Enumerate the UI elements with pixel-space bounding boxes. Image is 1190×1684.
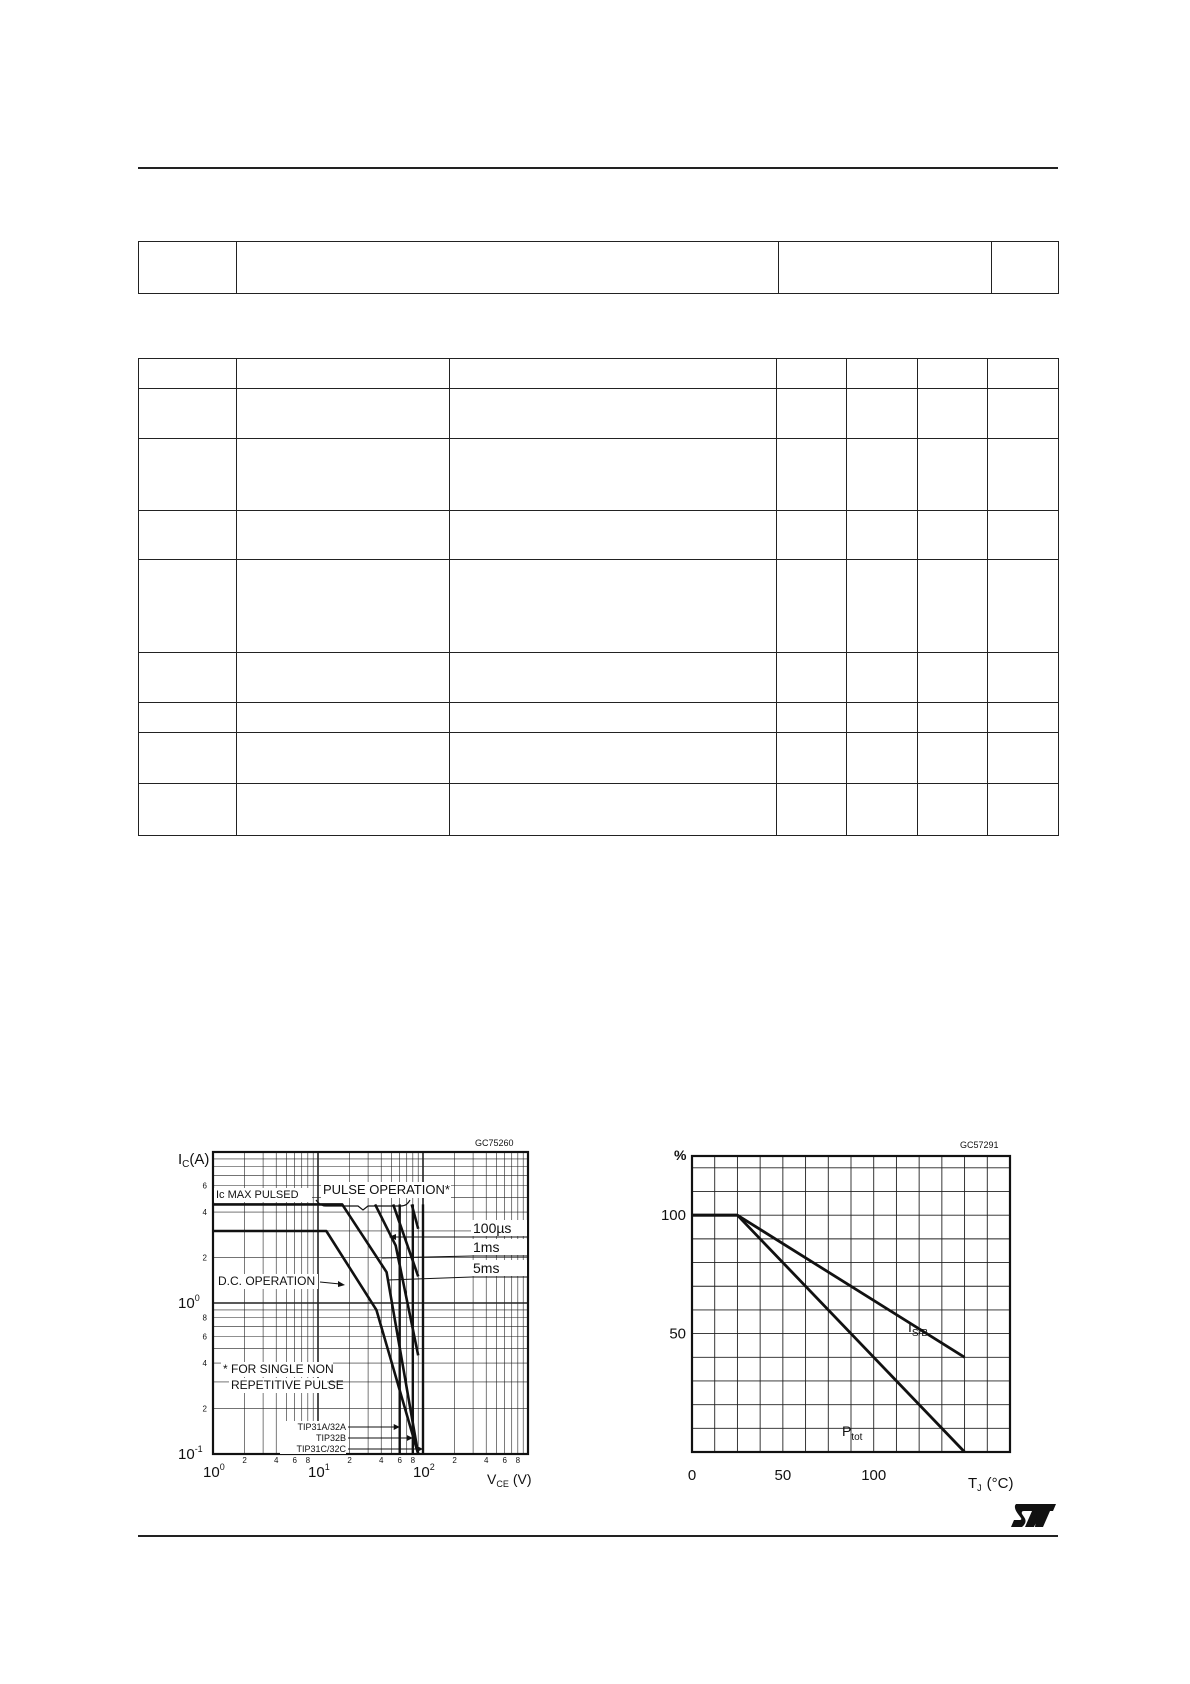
table-cell	[450, 783, 777, 835]
label-5ms: 5ms	[473, 1260, 500, 1276]
table-cell	[918, 439, 988, 511]
series-line-d-c-operation	[213, 1231, 418, 1454]
y-minor-tick-label: 6	[202, 1181, 207, 1191]
table-cell	[450, 732, 777, 783]
label-1ms: 1ms	[473, 1239, 500, 1255]
table-cell	[988, 732, 1059, 783]
table-cell	[918, 653, 988, 703]
table-cell	[847, 559, 918, 652]
x-tick-label: 100	[861, 1467, 887, 1484]
x-minor-tick-label: 4	[273, 1456, 279, 1465]
x-minor-tick-label: 2	[347, 1456, 352, 1465]
table-cell	[918, 359, 988, 389]
table-cell	[777, 511, 847, 560]
x-minor-tick-label: 8	[410, 1456, 416, 1465]
table-cell	[139, 703, 237, 732]
x-minor-tick-label: 4	[483, 1456, 489, 1465]
pulse-operation-label: PULSE OPERATION*	[323, 1182, 450, 1197]
x-minor-tick-label: 6	[292, 1456, 297, 1465]
table-cell	[847, 359, 918, 389]
ic-max-pulsed-label: Ic MAX PULSED	[216, 1189, 299, 1201]
st-logo-icon	[1010, 1500, 1058, 1530]
x-axis-label: $T_J$ (°C)	[968, 1475, 1014, 1493]
table-cell	[450, 511, 777, 560]
x-tick-label: $10^0$	[203, 1462, 225, 1481]
table-cell	[777, 439, 847, 511]
table-cell	[847, 703, 918, 732]
table-cell	[918, 732, 988, 783]
tip31c-32c-label: TIP31C/32C	[296, 1444, 346, 1454]
x-minor-tick-label: 4	[378, 1456, 384, 1465]
table-cell	[847, 511, 918, 560]
table-cell	[237, 703, 450, 732]
table-cell	[237, 389, 450, 439]
table-cell	[777, 359, 847, 389]
table-cell	[992, 242, 1059, 294]
x-tick-label: $10^1$	[308, 1462, 330, 1481]
y-axis-label: $I_C(A)$	[178, 1151, 210, 1170]
table-cell	[450, 439, 777, 511]
table-cell	[139, 511, 237, 560]
series-label-is-b: $I_{S/B}$	[908, 1319, 929, 1339]
table-cell	[777, 653, 847, 703]
table-cell	[918, 783, 988, 835]
x-minor-tick-label: 8	[515, 1456, 521, 1465]
table-cell	[847, 439, 918, 511]
table-cell	[237, 359, 450, 389]
table-cell	[779, 242, 992, 294]
table-cell	[847, 653, 918, 703]
table-cell	[139, 653, 237, 703]
y-tick-label: $10^0$	[178, 1293, 200, 1312]
table-cell	[237, 732, 450, 783]
note-line-1: * FOR SINGLE NON	[223, 1362, 334, 1376]
thermal-data-table	[138, 241, 1059, 294]
dc-leader	[320, 1282, 340, 1284]
table-cell	[237, 439, 450, 511]
table-cell	[777, 389, 847, 439]
y-minor-tick-label: 8	[202, 1313, 207, 1323]
table-cell	[988, 559, 1059, 652]
derating-curves-chart	[650, 1130, 1050, 1505]
table-cell	[139, 389, 237, 439]
table-cell	[139, 783, 237, 835]
table-cell	[988, 359, 1059, 389]
table-cell	[847, 783, 918, 835]
table-cell	[988, 389, 1059, 439]
x-minor-tick-label: 8	[305, 1456, 311, 1465]
table-cell	[988, 783, 1059, 835]
table-cell	[988, 653, 1059, 703]
x-tick-label: $10^2$	[413, 1462, 435, 1481]
chart-code: GC57291	[960, 1140, 999, 1150]
arrow-icon	[338, 1281, 345, 1287]
safe-operating-area-chart	[160, 1130, 560, 1505]
table-cell	[918, 703, 988, 732]
tip32b-label: TIP32B	[315, 1433, 346, 1443]
table-cell	[847, 389, 918, 439]
dc-operation-label: D.C. OPERATION	[218, 1274, 316, 1288]
table-cell	[847, 732, 918, 783]
table-cell	[237, 511, 450, 560]
y-minor-tick-label: 4	[202, 1359, 207, 1369]
y-tick-label: $10^{-1}$	[178, 1444, 203, 1463]
table-cell	[139, 559, 237, 652]
table-cell	[139, 242, 237, 294]
table-cell	[450, 389, 777, 439]
y-tick-label: 50	[669, 1325, 686, 1343]
y-minor-tick-label: 2	[202, 1253, 207, 1263]
y-minor-tick-label: 4	[202, 1208, 207, 1218]
x-minor-tick-label: 6	[502, 1456, 507, 1465]
table-cell	[918, 559, 988, 652]
table-cell	[777, 559, 847, 652]
x-minor-tick-label: 2	[452, 1456, 457, 1465]
note-line-2: REPETITIVE PULSE	[231, 1378, 344, 1392]
table-cell	[918, 511, 988, 560]
chart-code: GC75260	[475, 1138, 514, 1148]
footer-rule	[138, 1535, 1058, 1537]
y-minor-tick-label: 2	[202, 1404, 207, 1414]
table-cell	[237, 242, 779, 294]
x-axis-label: $V_{CE}$ (V)	[487, 1471, 532, 1489]
table-cell	[450, 703, 777, 732]
table-cell	[139, 732, 237, 783]
table-cell	[450, 653, 777, 703]
x-tick-label: 50	[774, 1467, 792, 1484]
y-axis-label: %	[674, 1147, 687, 1163]
table-cell	[988, 439, 1059, 511]
electrical-characteristics-table	[138, 358, 1059, 836]
table-cell	[139, 439, 237, 511]
table-cell	[450, 559, 777, 652]
table-cell	[988, 703, 1059, 732]
x-tick-label: 0	[687, 1467, 697, 1484]
table-cell	[918, 389, 988, 439]
header-rule	[138, 167, 1058, 169]
series-label-ptot: $P_{tot}$	[842, 1423, 863, 1443]
table-cell	[450, 359, 777, 389]
table-cell	[139, 359, 237, 389]
table-cell	[237, 559, 450, 652]
label-100us: 100µs	[473, 1220, 512, 1236]
y-minor-tick-label: 6	[202, 1332, 207, 1342]
table-cell	[988, 511, 1059, 560]
y-tick-label: 100	[660, 1207, 686, 1225]
series-line-pulse-operation	[213, 1204, 418, 1454]
table-cell	[777, 703, 847, 732]
table-cell	[777, 732, 847, 783]
table-cell	[237, 783, 450, 835]
x-minor-tick-label: 2	[242, 1456, 247, 1465]
tip31a-32a-label: TIP31A/32A	[297, 1422, 346, 1432]
table-cell	[777, 783, 847, 835]
x-minor-tick-label: 6	[397, 1456, 402, 1465]
table-cell	[237, 653, 450, 703]
